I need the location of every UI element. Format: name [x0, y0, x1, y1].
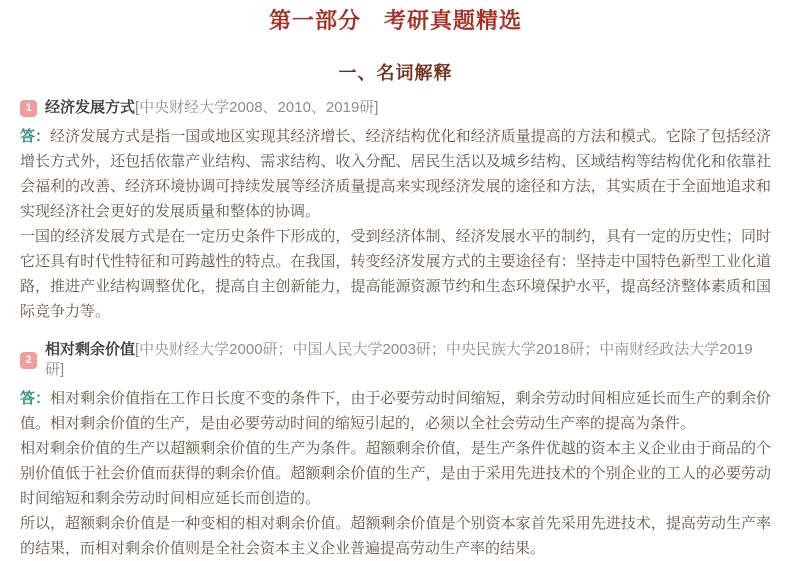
question-source: [中央财经大学2000研；中国人民大学2003研；中央民族大学2018研；中南财经政法大学2019研] — [45, 341, 753, 378]
answer-label: 答： — [20, 128, 51, 145]
answer-text: 经济发展方式是指一国或地区实现其经济增长、经济结构优化和经济质量提高的方法和模式。它除了包括经济增长方式外，还包括依靠产业结构、需求结构、收入分配、居民生活以及城乡结构、区域结构等结构优化和依靠社会福利的改善、经济环境协调可持续发展等经济质量提高来实现经济发展的途径和方法，其实质在于全面地追求和实现经济社会更好的发展质量和整体的协调。 — [20, 128, 771, 220]
answer-block — [20, 386, 771, 561]
section-heading: 一、名词解释 — [338, 63, 453, 83]
answer-block — [20, 124, 771, 324]
question-number-badge: 1 — [20, 100, 37, 117]
question-title — [45, 340, 771, 380]
answer-paragraph: 相对剩余价值的生产以超额剩余价值的生产为条件。超额剩余价值，是生产条件优越的资本主义企业由于商品的个别价值低于社会价值而获得的剩余价值。超额剩余价值的生产，是由于采用先进技术的个别企业的工人的必要劳动时间缩短和剩余劳动时间相应延长而创造的。 — [20, 440, 771, 507]
question-term: 相对剩余价值 — [45, 341, 136, 358]
question-block-1 — [20, 98, 771, 324]
question-term: 经济发展方式 — [45, 99, 136, 116]
question-block-2 — [20, 340, 771, 561]
page-title: 第一部分 考研真题精选 — [268, 8, 522, 33]
answer-paragraph — [20, 386, 771, 436]
answer-paragraph — [20, 124, 771, 224]
question-row — [20, 340, 771, 380]
answer-paragraph: 一国的经济发展方式是在一定历史条件下形成的，受到经济体制、经济发展水平的制约，具有一定的历史性；同时它还具有时代性特征和可跨越性的特点。在我国，转变经济发展方式的主要途径有：坚持走中国特色新型工业化道路，推进产业结构调整优化，提高自主创新能力，提高能源资源节约和生态环境保护水平，提高经济整体素质和国际竞争力等。 — [20, 228, 771, 320]
answer-label: 答： — [20, 390, 51, 407]
question-source: [中央财经大学2008、2010、2019研] — [135, 99, 379, 116]
answer-paragraph: 所以，超额剩余价值是一种变相的相对剩余价值。超额剩余价值是个别资本家首先采用先进技术，提高劳动生产率的结果，而相对剩余价值则是全社会资本主义企业普遍提高劳动生产率的结果。 — [20, 515, 771, 557]
answer-text: 相对剩余价值指在工作日长度不变的条件下，由于必要劳动时间缩短，剩余劳动时间相应延长而生产的剩余价值。相对剩余价值的生产，是由必要劳动时间的缩短引起的，必须以全社会劳动生产率的提高为条件。 — [20, 390, 771, 432]
question-number-badge: 2 — [20, 352, 37, 369]
question-title — [45, 98, 378, 118]
question-row — [20, 98, 771, 118]
